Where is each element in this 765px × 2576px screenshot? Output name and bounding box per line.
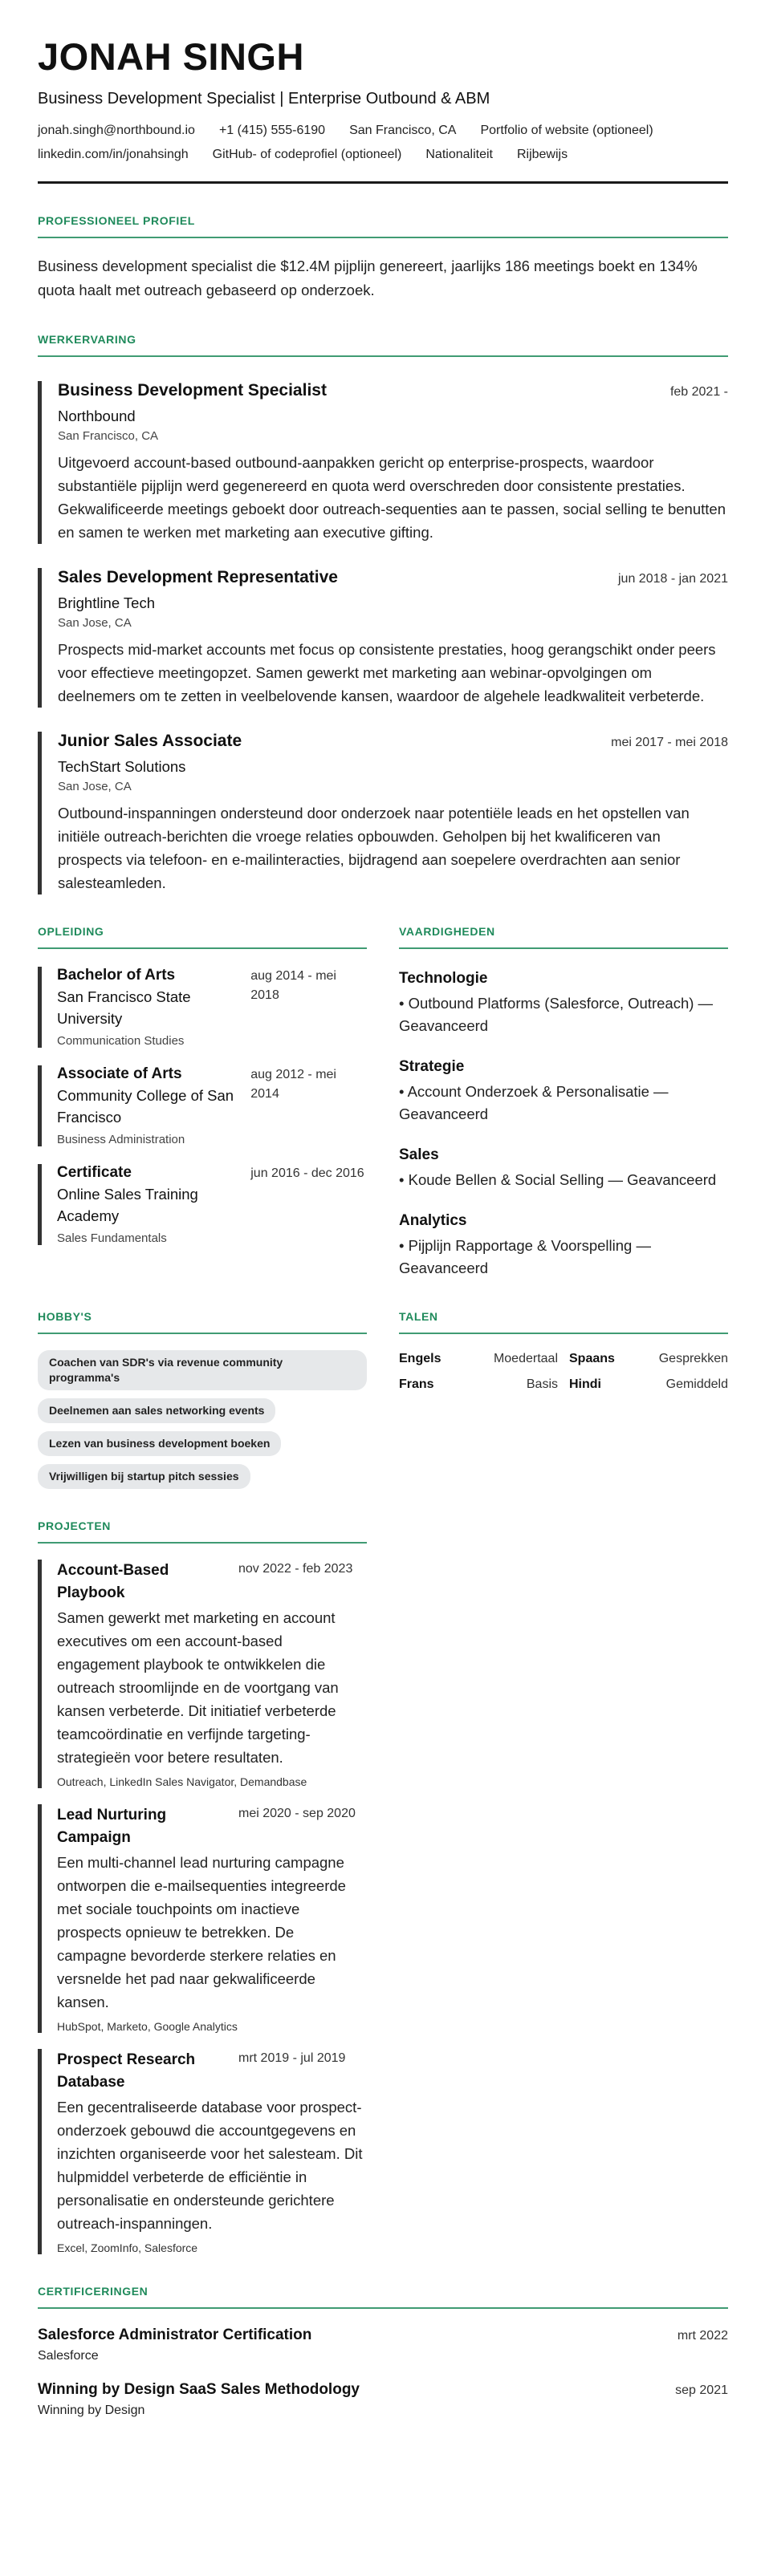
contact-linkedin[interactable]: linkedin.com/in/jonahsingh — [38, 148, 189, 161]
candidate-headline: Business Development Specialist | Enterprise Outbound & ABM — [38, 90, 490, 108]
project-description: Een multi-channel lead nurturing campagne ontworpen die e-mailsequenties integreerde met sociale touchpoints om inactieve prospects opnieuw te betrekken. De campagne bevorderde sterkere relaties en versnelde het pad naar gekwalificeerde kansen. — [57, 1854, 346, 2010]
project-tech: Outreach, LinkedIn Sales Navigator, Demandbase — [57, 1775, 307, 1788]
section-title-education: OPLEIDING — [38, 925, 104, 938]
language-level: Moedertaal — [493, 1352, 558, 1365]
section-divider — [38, 355, 728, 357]
education-degree: Bachelor of Arts — [57, 967, 176, 984]
language-entry — [399, 1377, 558, 1392]
language-name: Hindi — [569, 1377, 601, 1391]
profile-section — [38, 214, 728, 302]
job-company: Brightline Tech — [58, 594, 156, 611]
certification-date: mrt 2022 — [677, 2329, 728, 2343]
skill-item: • Account Onderzoek & Personalisatie — Geavanceerd — [399, 1083, 669, 1122]
education-school: Online Sales Training Academy — [57, 1186, 198, 1224]
section-title-profile: PROFESSIONEEL PROFIEL — [38, 214, 195, 227]
section-divider — [399, 1333, 728, 1334]
education-field: Sales Fundamentals — [57, 1231, 167, 1245]
education-dates: aug 2012 - mei 2014 — [250, 1068, 336, 1101]
job-dates: feb 2021 - — [669, 385, 728, 399]
education-school: San Francisco State University — [57, 988, 191, 1027]
project-title: Prospect Research Database — [57, 2051, 196, 2091]
language-level: Gemiddeld — [665, 1377, 728, 1391]
section-title-hobbies: HOBBY'S — [38, 1310, 92, 1323]
section-divider — [38, 1542, 367, 1544]
job-dates: mei 2017 - mei 2018 — [611, 736, 728, 749]
section-divider — [38, 1333, 367, 1334]
projects-section — [38, 1519, 367, 2254]
language-entry — [569, 1352, 728, 1366]
job-description: Uitgevoerd account-based outbound-aanpakken gericht op enterprise-prospects, waardoor substantiële pijplijn werd gegenereerd en quota werd overschreden door consistente prestaties. Gekwalificeerde meetings geboekt door outreach-sequenties aan te passen, social selling te benutten en samen te werken met marketing aan executive gifting. — [58, 454, 726, 541]
education-entry — [38, 1164, 367, 1245]
languages-section — [399, 1280, 728, 1489]
job-location: San Francisco, CA — [58, 429, 159, 443]
section-divider — [399, 947, 728, 949]
skill-item: • Pijplijn Rapportage & Voorspelling — Geavanceerd — [399, 1237, 651, 1276]
section-divider — [38, 947, 367, 949]
certification-name: Salesforce Administrator Certification — [38, 2327, 312, 2343]
job-entry — [38, 732, 728, 895]
project-entry — [38, 1804, 367, 2033]
project-title: Lead Nurturing Campaign — [57, 1807, 167, 1846]
job-title: Business Development Specialist — [58, 381, 327, 400]
project-entry — [38, 1560, 367, 1788]
contact-list — [38, 124, 728, 162]
education-skills-row — [38, 895, 728, 1280]
section-title-certifications: CERTIFICERINGEN — [38, 2285, 149, 2298]
section-divider — [38, 2307, 728, 2309]
experience-section — [38, 333, 728, 895]
certification-date: sep 2021 — [675, 2383, 728, 2397]
certification-issuer: Salesforce — [38, 2349, 99, 2363]
language-name: Engels — [399, 1352, 442, 1365]
project-dates: nov 2022 - feb 2023 — [238, 1562, 353, 1576]
job-entry — [38, 568, 728, 708]
education-field: Communication Studies — [57, 1034, 185, 1048]
profile-summary: Business development specialist die $12.4M pijplijn genereert, jaarlijks 186 meetings boekt en 134% quota haalt met outreach gebaseerd op onderzoek. — [38, 258, 698, 298]
skill-category: Strategie — [399, 1058, 465, 1075]
section-divider — [38, 237, 728, 238]
job-entry — [38, 381, 728, 544]
skill-category: Analytics — [399, 1212, 467, 1229]
language-list — [399, 1352, 728, 1392]
contact-email[interactable]: jonah.singh@northbound.io — [38, 124, 195, 137]
contact-portfolio[interactable]: Portfolio of website (optioneel) — [480, 124, 653, 137]
skill-category: Technologie — [399, 970, 488, 987]
contact-phone[interactable]: +1 (415) 555-6190 — [218, 124, 326, 137]
job-title: Sales Development Representative — [58, 568, 338, 586]
contact-license: Rijbewijs — [516, 148, 568, 161]
education-section — [38, 895, 367, 1280]
education-entry — [38, 967, 367, 1048]
job-dates: jun 2018 - jan 2021 — [618, 572, 728, 586]
header-divider — [38, 181, 728, 184]
language-name: Frans — [399, 1377, 434, 1391]
education-school: Community College of San Francisco — [57, 1087, 234, 1126]
job-description: Prospects mid-market accounts met focus op consistente prestaties, hoog gerangschikt onder peers voor effectieve meetingopzet. Samen gewerkt met marketing aan webinar-opvolgingen om deelnemers om te zetten in veelbelovende kansen, waardoor de algehele leadkwaliteit verbeterde. — [58, 641, 716, 704]
certification-entry — [38, 2327, 728, 2363]
hobby-tag: Lezen van business development boeken — [38, 1431, 281, 1456]
project-dates: mei 2020 - sep 2020 — [238, 1807, 356, 1820]
education-field: Business Administration — [57, 1133, 185, 1146]
project-description: Een gecentraliseerde database voor prospect-onderzoek gebouwd die accountgegevens en inzichten organiseerde voor het salesteam. Dit hulpmiddel verbeterde de efficiëntie in personalisatie en ondersteunde gerichtere outreach-inspanningen. — [57, 2099, 363, 2232]
education-dates: jun 2016 - dec 2016 — [250, 1166, 364, 1180]
education-degree: Certificate — [57, 1164, 132, 1181]
education-dates: aug 2014 - mei 2018 — [250, 969, 336, 1002]
section-title-experience: WERKERVARING — [38, 333, 136, 346]
contact-nationality: Nationaliteit — [425, 148, 493, 161]
certifications-section — [38, 2285, 728, 2418]
hobbies-languages-row — [38, 1280, 728, 1489]
hobbies-section — [38, 1280, 367, 1489]
language-level: Basis — [526, 1377, 558, 1391]
contact-github[interactable]: GitHub- of codeprofiel (optioneel) — [212, 148, 402, 161]
hobby-tag: Vrijwilligen bij startup pitch sessies — [38, 1464, 250, 1489]
hobby-list — [38, 1342, 367, 1489]
certification-name: Winning by Design SaaS Sales Methodology — [38, 2381, 360, 2398]
section-title-skills: VAARDIGHEDEN — [399, 925, 495, 938]
job-title: Junior Sales Associate — [58, 732, 242, 750]
skill-category: Sales — [399, 1146, 439, 1163]
certification-issuer: Winning by Design — [38, 2404, 145, 2417]
skills-section — [399, 895, 728, 1280]
job-location: San Jose, CA — [58, 616, 132, 630]
hobby-tag: Coachen van SDR's via revenue community programma's — [38, 1350, 367, 1390]
job-company: TechStart Solutions — [58, 758, 186, 775]
job-description: Outbound-inspanningen ondersteund door onderzoek naar potentiële leads en het opstellen van initiële outreach-berichten die vroege relaties opbouwden. Geholpen bij het kwalificeren van prospects via telefoon- en e-mailinteracties, bijdragend aan soepelere overdrachten aan senior salesteamleden. — [58, 805, 690, 891]
skill-item: • Koude Bellen & Social Selling — Geavanceerd — [399, 1171, 717, 1188]
project-tech: HubSpot, Marketo, Google Analytics — [57, 2020, 238, 2033]
section-title-languages: TALEN — [399, 1310, 438, 1323]
education-entry — [38, 1065, 367, 1146]
skill-item: • Outbound Platforms (Salesforce, Outreach) — Geavanceerd — [399, 995, 714, 1034]
project-dates: mrt 2019 - jul 2019 — [238, 2051, 346, 2065]
project-entry — [38, 2049, 367, 2254]
language-level: Gesprekken — [658, 1352, 728, 1365]
job-company: Northbound — [58, 408, 136, 424]
project-description: Samen gewerkt met marketing en account executives om een account-based engagement playbook te ontwikkelen die outreach stroomlijnde en de voortgang van kansen verbeterde. Dit initiatief verbeterde teamcoördinatie en verfijnde targeting-strategieën voor betere resultaten. — [57, 1609, 339, 1766]
project-title: Account-Based Playbook — [57, 1562, 169, 1601]
resume-header — [38, 37, 728, 184]
certification-entry — [38, 2381, 728, 2418]
education-degree: Associate of Arts — [57, 1065, 182, 1082]
contact-location: San Francisco, CA — [349, 124, 457, 137]
language-name: Spaans — [569, 1352, 615, 1365]
language-entry — [399, 1352, 558, 1366]
section-title-projects: PROJECTEN — [38, 1519, 111, 1532]
hobby-tag: Deelnemen aan sales networking events — [38, 1398, 275, 1423]
project-tech: Excel, ZoomInfo, Salesforce — [57, 2241, 198, 2254]
job-location: San Jose, CA — [58, 780, 132, 793]
language-entry — [569, 1377, 728, 1392]
candidate-name: JONAH SINGH — [38, 35, 304, 78]
